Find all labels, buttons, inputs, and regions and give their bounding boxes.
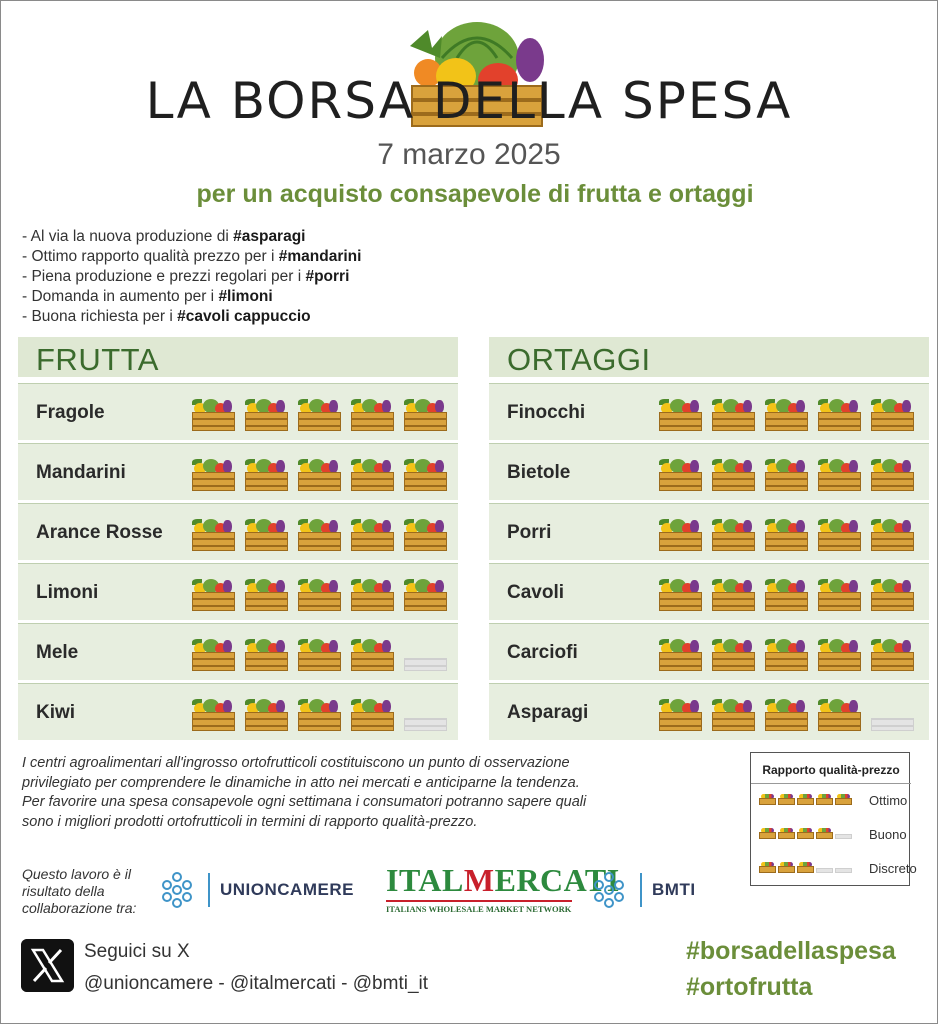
full-crate-icon [763,456,810,492]
ortaggi-header [489,337,929,380]
full-crate-icon [816,696,863,732]
legend-empty-crate-icon [816,861,833,873]
product-row [18,623,458,680]
product-row [489,563,929,620]
product-name: Mandarini [36,462,126,483]
frutta-panel [18,337,458,740]
product-name: Porri [507,522,552,543]
rating-crates [657,396,916,432]
legend-full-crate-icon [759,827,776,839]
news-item: - Ottimo rapporto qualità prezzo per i #mandarini [22,248,362,265]
full-crate-icon [296,456,343,492]
full-crate-icon [710,696,757,732]
full-crate-icon [296,396,343,432]
legend-full-crate-icon [797,827,814,839]
legend-crates [759,861,852,877]
full-crate-icon [402,456,449,492]
ortaggi-panel [489,337,929,740]
product-name: Kiwi [36,702,76,723]
product-name: Carciofi [507,642,578,663]
full-crate-icon [710,516,757,552]
empty-crate-icon [869,696,916,732]
bmti-emblem-icon [590,870,630,910]
legend-crates [759,827,852,843]
product-row [18,563,458,620]
unioncamere-logo[interactable] [158,870,354,910]
product-name: Limoni [36,582,99,603]
full-crate-icon [657,636,704,672]
news-list [22,227,361,327]
issue-date: 7 marzo 2025 [377,138,561,171]
legend-full-crate-icon [797,861,814,873]
legend-label: Buono [869,827,907,842]
rating-crates [190,636,449,672]
hashtag-borsadellaspesa[interactable]: #borsadellaspesa [686,937,896,965]
full-crate-icon [869,396,916,432]
full-crate-icon [296,636,343,672]
full-crate-icon [816,516,863,552]
product-row [489,503,929,560]
news-item: - Buona richiesta per i #cavoli cappuccio [22,308,311,325]
full-crate-icon [657,576,704,612]
rating-crates [657,576,916,612]
news-item: - Piena produzione e prezzi regolari per i #porri [22,268,350,285]
legend-label: Ottimo [869,793,908,808]
full-crate-icon [349,636,396,672]
full-crate-icon [763,396,810,432]
full-crate-icon [710,396,757,432]
product-row [18,683,458,740]
page-subtitle: per un acquisto consapevole di frutta e ortaggi [196,180,754,208]
legend-full-crate-icon [816,827,833,839]
legend-divider [751,783,911,784]
news-item: - Domanda in aumento per i #limoni [22,288,273,305]
full-crate-icon [402,516,449,552]
full-crate-icon [349,696,396,732]
full-crate-icon [710,636,757,672]
social-handles[interactable]: @unioncamere - @italmercati - @bmti_it [84,973,429,994]
hashtag: #asparagi [233,228,306,245]
page-title: LA BORSA DELLA SPESA [145,72,793,130]
full-crate-icon [763,636,810,672]
full-crate-icon [869,636,916,672]
full-crate-icon [349,516,396,552]
rating-crates [190,576,449,612]
hashtag: #cavoli cappuccio [177,308,311,325]
full-crate-icon [296,696,343,732]
hashtag-ortofrutta[interactable]: #ortofrutta [686,973,813,1001]
full-crate-icon [402,576,449,612]
full-crate-icon [402,396,449,432]
full-crate-icon [710,456,757,492]
product-row [489,623,929,680]
full-crate-icon [869,456,916,492]
full-crate-icon [296,576,343,612]
full-crate-icon [710,576,757,612]
rating-legend [750,752,917,886]
full-crate-icon [657,516,704,552]
full-crate-icon [190,636,237,672]
x-logo-icon[interactable] [21,939,74,992]
full-crate-icon [816,576,863,612]
legend-full-crate-icon [835,793,852,805]
product-name: Fragole [36,402,105,423]
full-crate-icon [763,516,810,552]
frutta-heading: FRUTTA [36,342,159,377]
product-name: Mele [36,642,79,663]
legend-crates [759,793,852,809]
full-crate-icon [243,516,290,552]
full-crate-icon [243,636,290,672]
full-crate-icon [349,576,396,612]
rating-crates [657,516,916,552]
bmti-name: BMTI [652,880,696,899]
empty-crate-icon [402,636,449,672]
full-crate-icon [243,696,290,732]
legend-full-crate-icon [778,861,795,873]
product-row [489,683,929,740]
full-crate-icon [763,696,810,732]
rating-crates [190,456,449,492]
unioncamere-emblem-icon [158,870,198,910]
collaboration-note: Questo lavoro è il risultato della collaborazione tra: [22,866,137,916]
full-crate-icon [816,636,863,672]
hashtag: #mandarini [278,248,362,265]
legend-label: Discreto [869,861,917,876]
rating-crates [190,396,449,432]
full-crate-icon [190,696,237,732]
follow-label: Seguici su X [84,941,190,962]
full-crate-icon [243,456,290,492]
italmercati-logo[interactable]: ITALMERCATI ITALIANS WHOLESALE MARKET NETWORK [386,862,620,914]
product-row [18,503,458,560]
product-name: Finocchi [507,402,586,423]
rating-crates [657,456,916,492]
full-crate-icon [190,396,237,432]
unioncamere-name: UNIONCAMERE [220,880,354,899]
product-name: Arance Rosse [36,522,163,543]
legend-title: Rapporto qualità-prezzo [762,763,900,777]
full-crate-icon [190,576,237,612]
product-name: Asparagi [507,702,589,723]
rating-crates [657,636,916,672]
full-crate-icon [243,396,290,432]
full-crate-icon [869,576,916,612]
empty-crate-icon [402,696,449,732]
product-row [18,443,458,500]
italmercati-tagline: ITALIANS WHOLESALE MARKET NETWORK [386,900,572,914]
legend-empty-crate-icon [835,827,852,839]
product-row [489,383,929,440]
legend-full-crate-icon [797,793,814,805]
frutta-header [18,337,458,380]
full-crate-icon [190,456,237,492]
product-row [489,443,929,500]
full-crate-icon [296,516,343,552]
full-crate-icon [190,516,237,552]
legend-empty-crate-icon [835,861,852,873]
full-crate-icon [349,396,396,432]
legend-full-crate-icon [816,793,833,805]
hashtag: #limoni [218,288,273,305]
hashtag: #porri [305,268,350,285]
full-crate-icon [657,396,704,432]
description-text: I centri agroalimentari all'ingrosso ortofrutticoli costituiscono un punto di osservazione privilegiato per comprendere le dinamiche in atto nei mercati e anticiparne la tendenza. Per favorire una spesa consapevole ogni settimana i consumatori potranno sapere quali sono i migliori prodotti ortofrutticoli in termini di rapporto qualità-prezzo. [22,755,587,830]
news-item: - Al via la nuova produzione di #asparagi [22,228,306,245]
product-name: Cavoli [507,582,565,603]
bmti-logo[interactable] [590,870,696,910]
full-crate-icon [243,576,290,612]
product-name: Bietole [507,462,571,483]
product-row [18,383,458,440]
rating-crates [190,696,449,732]
ortaggi-heading: ORTAGGI [507,342,651,377]
legend-full-crate-icon [759,861,776,873]
legend-full-crate-icon [778,793,795,805]
legend-full-crate-icon [778,827,795,839]
rating-crates [657,696,916,732]
full-crate-icon [657,456,704,492]
full-crate-icon [349,456,396,492]
full-crate-icon [816,396,863,432]
full-crate-icon [816,456,863,492]
rating-crates [190,516,449,552]
full-crate-icon [869,516,916,552]
full-crate-icon [657,696,704,732]
legend-full-crate-icon [759,793,776,805]
full-crate-icon [763,576,810,612]
